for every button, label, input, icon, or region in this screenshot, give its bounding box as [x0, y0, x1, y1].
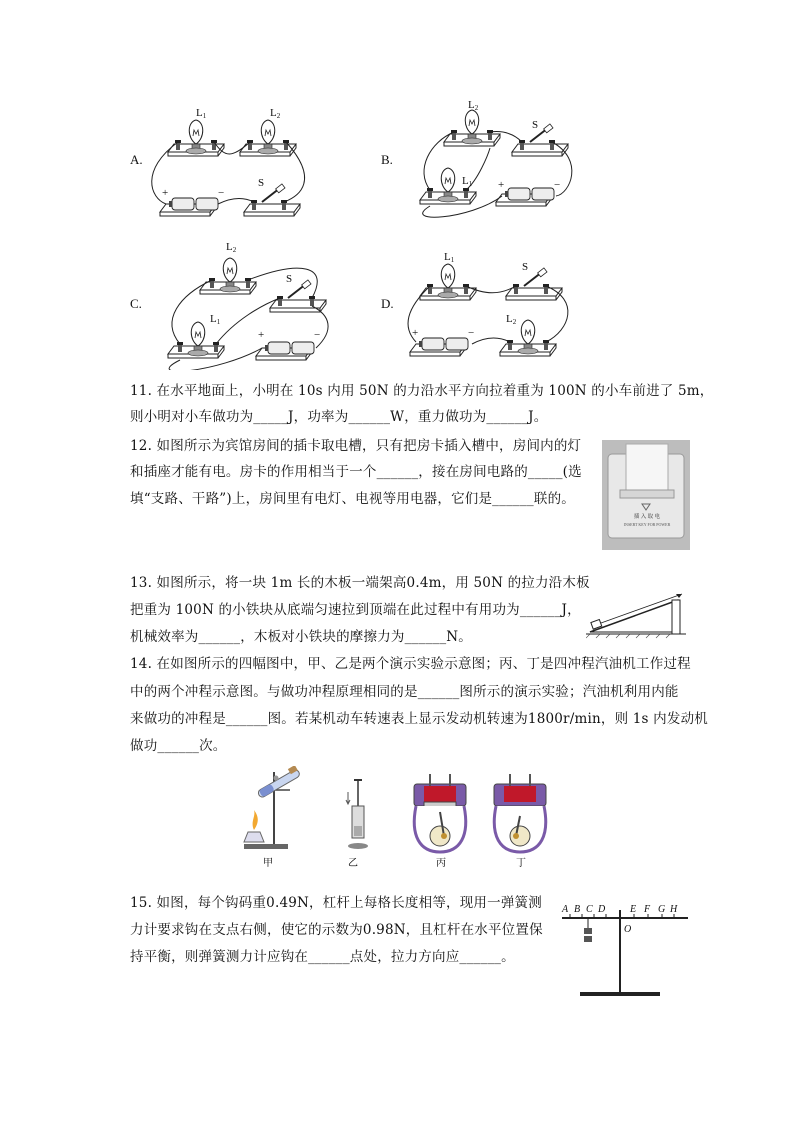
q14-line-3: 来做功的冲程是______图。若某机动车转速表上显示发动机转速为1800r/min，则 1s 内发动机	[130, 711, 708, 727]
card-slot-en: INSERT KEY FOR POWER	[623, 522, 671, 527]
label-a-minus: −	[218, 187, 225, 199]
circuit-c	[168, 258, 328, 370]
label-c-plus: +	[258, 329, 265, 341]
lever-pivot-o: O	[624, 924, 632, 935]
label-c-minus: −	[314, 329, 321, 341]
lever-point-c: C	[586, 904, 593, 915]
label-d-l2: L2	[506, 313, 517, 326]
lever-point-f: F	[644, 904, 651, 915]
option-d-label: D.	[381, 296, 394, 311]
q11-line-1: 11. 在水平地面上，小明在 10s 内用 50N 的力沿水平方向拉着重为 100N 的小车前进了 5m，	[130, 383, 714, 399]
label-d-plus: +	[412, 327, 419, 339]
circuit-figures	[0, 90, 794, 370]
label-a-l2: L2	[270, 107, 281, 120]
label-b-l2: L2	[468, 99, 479, 112]
label-d-l1: L1	[444, 251, 455, 264]
q14-line-2: 中的两个冲程示意图。与做功冲程原理相同的是______图所示的演示实验；汽油机利用内能	[130, 684, 679, 700]
label-b-plus: +	[498, 179, 505, 191]
label-d-s: S	[522, 261, 529, 273]
figure-bing	[414, 774, 466, 852]
caption-bing: 丙	[436, 858, 446, 869]
q13-line-1: 13. 如图所示，将一块 1m 长的木板一端架高0.4m，用 50N 的拉力沿木板	[130, 575, 590, 591]
circuit-b	[420, 110, 572, 217]
q15-line-1: 15. 如图，每个钩码重0.49N，杠杆上每格长度相等，现用一弹簧测	[130, 895, 542, 911]
lever-figure	[556, 896, 696, 1006]
label-d-minus: −	[468, 327, 475, 339]
label-c-l1: L1	[210, 313, 221, 326]
lever-point-e: E	[630, 904, 637, 915]
lever-point-a: A	[562, 904, 569, 915]
label-a-plus: +	[162, 187, 169, 199]
figure-ding	[494, 774, 546, 852]
label-a-s: S	[258, 177, 265, 189]
q15-line-2: 力计要求钩在支点右侧，使它的示数为0.98N，且杠杆在水平位置保	[130, 922, 543, 938]
q11-line-2: 则小明对小车做功为_____J，功率为______W，重力做功为______J。	[130, 409, 548, 425]
card-slot-text: 插 入 取 电	[633, 514, 661, 520]
circuit-a	[152, 120, 305, 216]
option-b-label: B.	[381, 152, 393, 167]
q15-line-3: 持平衡，则弹簧测力计应钩在______点处，拉力方向应______。	[130, 949, 515, 965]
label-b-l1: L1	[462, 175, 473, 188]
lever-point-g: G	[658, 904, 666, 915]
figure-yi	[346, 780, 368, 849]
card-slot-image	[602, 440, 690, 550]
q12-line-3: 填“支路、干路”)上，房间里有电灯、电视等用电器，它们是______联的。	[130, 491, 575, 507]
q13-line-2: 把重为 100N 的小铁块从底端匀速拉到顶端在此过程中有用功为______J，	[130, 602, 581, 618]
caption-yi: 乙	[348, 858, 358, 869]
q14-line-4: 做功______次。	[130, 738, 227, 754]
q12-line-2: 和插座才能有电。房卡的作用相当于一个______，接在房间电路的_____(选	[130, 464, 582, 480]
option-c-label: C.	[130, 296, 142, 311]
lever-point-b: B	[574, 904, 581, 915]
option-a-label: A.	[130, 152, 143, 167]
incline-figure	[586, 588, 692, 640]
circuit-d	[408, 264, 568, 356]
label-a-l1: L1	[196, 107, 207, 120]
caption-jia: 甲	[263, 858, 273, 869]
lever-point-h: H	[670, 904, 678, 915]
label-c-s: S	[286, 273, 293, 285]
q14-line-1: 14. 在如图所示的四幅图中，甲、乙是两个演示实验示意图；丙、丁是四冲程汽油机工作过程	[130, 656, 691, 672]
q12-line-1: 12. 如图所示为宾馆房间的插卡取电槽，只有把房卡插入槽中，房间内的灯	[130, 438, 582, 454]
caption-ding: 丁	[516, 858, 526, 869]
label-b-minus: −	[554, 179, 561, 191]
lever-point-d: D	[598, 904, 606, 915]
figure-jia	[244, 766, 301, 849]
label-c-l2: L2	[226, 241, 237, 254]
label-b-s: S	[532, 119, 539, 131]
q14-figures	[230, 766, 570, 872]
q13-line-3: 机械效率为______，木板对小铁块的摩擦力为______N。	[130, 629, 473, 645]
